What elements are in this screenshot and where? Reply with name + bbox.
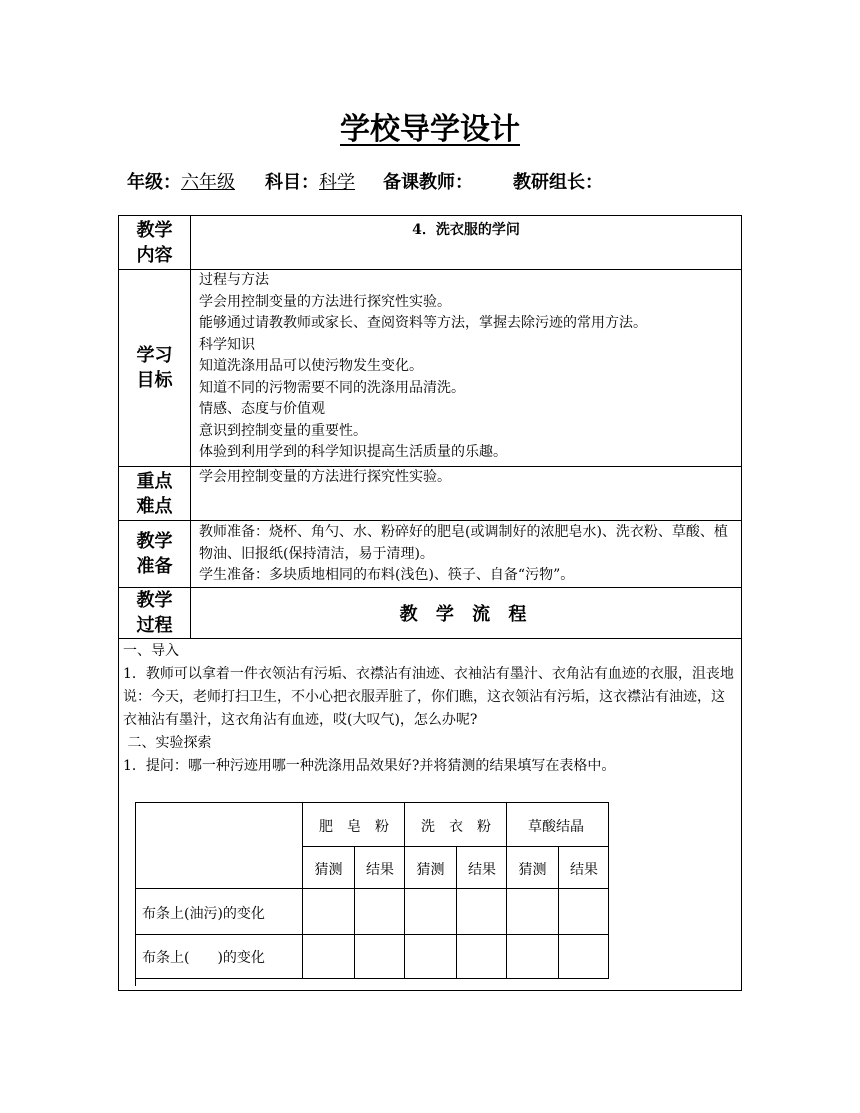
keypoints-text: 学会用控制变量的方法进行探究性实验。: [199, 469, 451, 485]
process-heading: 教 学 流 程: [399, 604, 533, 625]
teacher-prep: 教师准备：烧杯、角勺、水、粉碎好的肥皂(或调制好的浓肥皂水)、洗衣粉、草酸、植物油、旧报纸(保持清洁，易于清理)。: [199, 524, 728, 562]
col-header-soap: 肥 皂 粉: [319, 819, 389, 835]
row-keypoints: [119, 467, 741, 521]
student-prep: 学生准备：多块质地相同的布料(浅色)、筷子、自备“污物”。: [199, 567, 575, 583]
row-label-oil: 布条上(油污)的变化: [142, 906, 265, 922]
grade-label: 年级：: [127, 172, 181, 193]
row-label: 学习 目标: [119, 270, 191, 466]
sub-header: 猜测: [314, 862, 343, 878]
row-content: [119, 216, 741, 270]
col-header-detergent: 洗 衣 粉: [421, 819, 491, 835]
lesson-topic: 4．洗衣服的学问: [412, 222, 520, 238]
page-title: 学校导学设计: [340, 112, 520, 147]
grade-value: 六年级: [181, 172, 235, 193]
experiment-question: 1．提问：哪一种污迹用哪一种洗涤用品效果好?并将猜测的结果填写在表格中。: [123, 758, 616, 774]
sub-header: 猜测: [416, 862, 445, 878]
col-header-oxalic: 草酸结晶: [528, 819, 584, 835]
row-label: 重点 难点: [119, 467, 191, 520]
section-intro: 一、导入: [123, 643, 179, 659]
row-label-blank: 布条上( )的变化: [142, 950, 265, 966]
sub-header: 结果: [366, 862, 394, 878]
section-experiment: 二、实验探索: [123, 735, 212, 751]
prediction-table: [132, 800, 610, 988]
meta-line: [127, 168, 603, 194]
prep-text: [199, 522, 735, 587]
row-label: 教学 准备: [119, 521, 191, 587]
row-goals: [119, 270, 741, 467]
sub-header: 猜测: [518, 862, 547, 878]
row-label: 教学 内容: [119, 216, 191, 269]
row-prep: [119, 521, 741, 588]
leader-label: 教研组长：: [513, 172, 603, 193]
intro-paragraph: 1．教师可以拿着一件衣领沾有污垢、衣襟沾有油迹、衣袖沾有墨汁、衣角沾有血迹的衣服，沮丧地说：今天，老师打扫卫生，不小心把衣服弄脏了，你们瞧，这衣领沾有污垢，这衣襟沾有油迹，这衣袖沾有墨汁，这衣角沾有血迹，哎(大叹气)，怎么办呢?: [123, 666, 734, 728]
sub-header: 结果: [570, 862, 598, 878]
subject-value: 科学: [319, 172, 355, 193]
sub-header: 结果: [468, 862, 496, 878]
teacher-label: 备课教师：: [383, 172, 473, 193]
row-process: [119, 588, 741, 639]
subject-label: 科目：: [265, 172, 319, 193]
row-label: 教学 过程: [119, 588, 191, 638]
process-body: [123, 640, 737, 778]
goals-text: 过程与方法 学会用控制变量的方法进行探究性实验。 能够通过请教教师或家长、查阅资料等方法，掌握去除污迹的常用方法。 科学知识 知道洗涤用品可以使污物发生变化。 知道不同的污物需要不同的洗涤用品清洗。 情感、态度与价值观 意识到控制变量的重要性。 体验到利用学到的科学知识提高生活质量的乐趣。: [199, 272, 647, 460]
